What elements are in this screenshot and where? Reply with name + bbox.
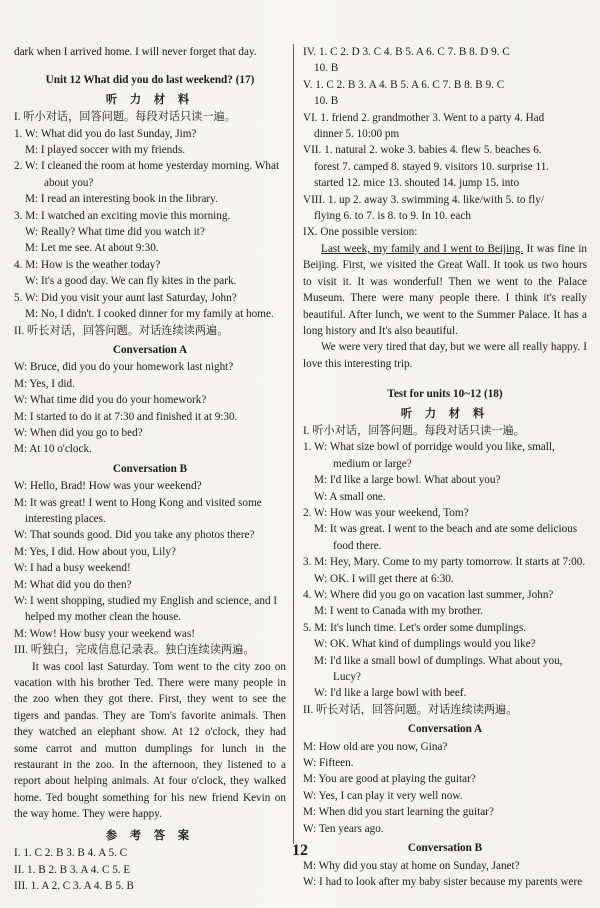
essay-paragraph-2: We were very tired that day, but we were all really happy. I love this interesting trip. — [303, 341, 587, 370]
dialogue-line: M: I went to Canada with my brother. — [314, 605, 484, 618]
conversation-b-2 — [303, 858, 587, 891]
dialogue-line: food there. — [333, 539, 382, 552]
page-number: 12 — [292, 842, 308, 859]
conversation-a — [14, 359, 286, 457]
conversation-line: helped my mother clean the house. — [25, 611, 181, 624]
part1-dialogues — [14, 126, 286, 323]
monologue-text: It was cool last Saturday. Tom went to the city zoo on vacation with his brother Ted. There were many people in the zoo when they got there. First, they went to see the tigers and pandas. They are Tom's favorite animals. Then they watched an elephant show. At 12 o'clock, they had some carrot and mutton dumplings for lunch in the restaurant in the zoo. In the afternoon, they listened to a report about helping animals. At four o'clock, they walked home. Ted bought something for his new friend Kevin on the way home. They were happy. — [14, 660, 286, 821]
dialogue-line: W: I'd like a large bowl with beef. — [314, 687, 467, 700]
dialogue-line: 5. M: It's lunch time. Let's order some dumplings. — [303, 621, 527, 634]
conversation-line: W: Fifteen. — [303, 757, 354, 770]
part2-instruction-2: II. 听长对话，回答问题。对话连续读两遍。 — [303, 703, 518, 716]
dialogue-line: medium or large? — [333, 457, 412, 470]
dialogue-line: 3. M: Hey, Mary. Come to my party tomorrow. It starts at 7:00. — [303, 556, 586, 569]
dialogue-line: about you? — [44, 176, 94, 189]
dialogue-line: 3. M: I watched an exciting movie this morning. — [14, 209, 231, 222]
answer-line: forest 7. camped 8. stayed 9. visitors 10. surprise 11. — [314, 160, 550, 173]
dialogue-line: 5. W: Did you visit your aunt last Saturday, John? — [14, 291, 237, 304]
dialogue-line: W: It's a good day. We can fly kites in the park. — [25, 275, 237, 288]
conversation-line: M: How old are you now, Gina? — [303, 740, 448, 753]
dialogue-line: M: I'd like a small bowl of dumplings. What about you, — [314, 654, 563, 667]
conversation-line: M: Yes, I did. — [14, 377, 75, 390]
conversation-a-2 — [303, 739, 587, 837]
conversation-a-title: Conversation A — [112, 343, 188, 356]
answer-line: VII. 1. natural 2. woke 3. babies 4. flew 5. beaches 6. — [303, 144, 542, 157]
conversation-line: M: Wow! How busy your weekend was! — [14, 627, 195, 640]
dialogue-line: M: I'd like a large bowl. What about you? — [314, 474, 501, 487]
dialogue-line: M: I played soccer with my friends. — [25, 144, 186, 157]
essay-rest: It was fine in Beijing. First, we visited the Great Wall. It took us two hours to visit it. It was wonderful! Then we went to the Palace Museum. There were many people there. I think it's really beautiful. After lunch, we went to the Summer Palace. It has a long history and It's also beautiful. — [303, 242, 587, 337]
conversation-line: W: I had to look after my baby sister because my parents were — [303, 875, 583, 888]
answer-line: VIII. 1. up 2. away 3. swimming 4. like/with 5. to fly/ — [303, 193, 544, 206]
part1-dialogues-2 — [303, 439, 587, 702]
conversation-line: W: Bruce, did you do your homework last night? — [14, 361, 234, 374]
conversation-b-title-2: Conversation B — [407, 842, 483, 855]
unit-title: Unit 12 What did you do last weekend? (17) — [45, 74, 255, 87]
dialogue-line: M: I read an interesting book in the library. — [25, 193, 218, 206]
conversation-b-title: Conversation B — [112, 462, 188, 475]
dialogue-line: W: OK. I will get there at 6:30. — [314, 572, 454, 585]
answer-key-continued — [303, 44, 587, 224]
answer-line: I. 1. C 2. B 3. B 4. A 5. C — [14, 847, 128, 860]
test-title: Test for units 10~12 (18) — [387, 388, 503, 401]
answer-line: 10. B — [314, 62, 339, 75]
essay-first-sentence: Last week, my family and I went to Beijing. — [321, 242, 524, 255]
conversation-line: W: Hello, Brad! How was your weekend? — [14, 480, 202, 493]
intro-line: dark when I arrived home. I will never forget that day. — [14, 46, 257, 58]
column-divider — [293, 44, 294, 844]
conversation-line: M: Why did you stay at home on Sunday, Janet? — [303, 859, 520, 872]
answer-line: started 12. mice 13. shouted 14. jump 15. into — [314, 177, 520, 190]
conversation-b — [14, 478, 286, 642]
dialogue-line: M: Let me see. At about 9:30. — [25, 242, 159, 255]
dialogue-line: W: OK. What kind of dumplings would you like? — [314, 638, 536, 651]
dialogue-line: M: No, I didn't. I cooked dinner for my family at home. — [25, 308, 274, 321]
part3-instruction: III. 听独白，完成信息记录表。独白连续读两遍。 — [14, 644, 255, 657]
essay-paragraph-1 — [303, 241, 587, 339]
answer-line: flying 6. to 7. is 8. to 9. In 10. each — [314, 210, 471, 223]
conversation-line: M: When did you start learning the guitar? — [303, 806, 494, 819]
conversation-line: W: That sounds good. Did you take any photos there? — [14, 529, 255, 542]
conversation-line: M: At 10 o'clock. — [14, 443, 92, 456]
conversation-line: W: Ten years ago. — [303, 822, 384, 835]
dialogue-line: 2. W: How was your weekend, Tom? — [303, 506, 469, 519]
answer-line: III. 1. A 2. C 3. A 4. B 5. B — [14, 879, 134, 892]
conversation-line: W: Yes, I can play it very well now. — [303, 789, 463, 802]
listening-heading: 听 力 材 料 — [105, 93, 195, 106]
listening-heading-2: 听 力 材 料 — [400, 407, 490, 420]
part2-instruction: II. 听长对话，回答问题。对话连续读两遍。 — [14, 324, 229, 337]
dialogue-line: 2. W: I cleaned the room at home yesterday morning. What — [14, 160, 280, 173]
answers-heading: 参 考 答 案 — [105, 829, 195, 842]
part1-instruction-2: I. 听小对话，回答问题。每段对话只读一遍。 — [303, 424, 525, 437]
answer-line: dinner 5. 10:00 pm — [314, 128, 400, 141]
answer-line: V. 1. C 2. B 3. A 4. B 5. A 6. C 7. B 8. B 9. C — [303, 78, 505, 91]
left-column — [14, 44, 286, 894]
part1-instruction: I. 听小对话，回答问题。每段对话只读一遍。 — [14, 111, 236, 124]
answer-line: VI. 1. friend 2. grandmother 3. Went to a party 4. Had — [303, 111, 545, 124]
dialogue-line: M: It was great. I went to the beach and ate some delicious — [314, 523, 578, 536]
conversation-line: M: Yes, I did. How about you, Lily? — [14, 545, 176, 558]
answer-line: II. 1. B 2. B 3. A 4. C 5. E — [14, 863, 131, 876]
conversation-line: M: It was great! I went to Hong Kong and visited some — [14, 496, 262, 509]
conversation-line: M: You are good at playing the guitar? — [303, 773, 476, 786]
dialogue-line: W: A small one. — [314, 490, 386, 503]
conversation-a-title-2: Conversation A — [407, 723, 483, 736]
answer-line: IV. 1. C 2. D 3. C 4. B 5. A 6. C 7. B 8. D 9. C — [303, 46, 510, 58]
dialogue-line: 1. W: What size bowl of porridge would you like, small, — [303, 441, 555, 454]
dialogue-line: 1. W: What did you do last Sunday, Jim? — [14, 127, 197, 140]
answer-line: 10. B — [314, 95, 339, 108]
dialogue-line: 4. W: Where did you go on vacation last summer, John? — [303, 589, 554, 601]
conversation-line: M: I started to do it at 7:30 and finished it at 9:30. — [14, 410, 238, 423]
ix-label: IX. One possible version: — [303, 226, 418, 239]
right-column — [303, 44, 587, 890]
conversation-line: W: What time did you do your homework? — [14, 394, 207, 407]
conversation-line: W: I went shopping, studied my English and science, and I — [14, 595, 278, 607]
conversation-line: W: When did you go to bed? — [14, 426, 143, 439]
dialogue-line: Lucy? — [333, 671, 361, 684]
dialogue-line: 4. M: How is the weather today? — [14, 258, 161, 271]
conversation-line: M: What did you do then? — [14, 578, 132, 591]
conversation-line: W: I had a busy weekend! — [14, 562, 131, 575]
conversation-line: interesting places. — [25, 512, 106, 525]
dialogue-line: W: Really? What time did you watch it? — [25, 226, 205, 239]
